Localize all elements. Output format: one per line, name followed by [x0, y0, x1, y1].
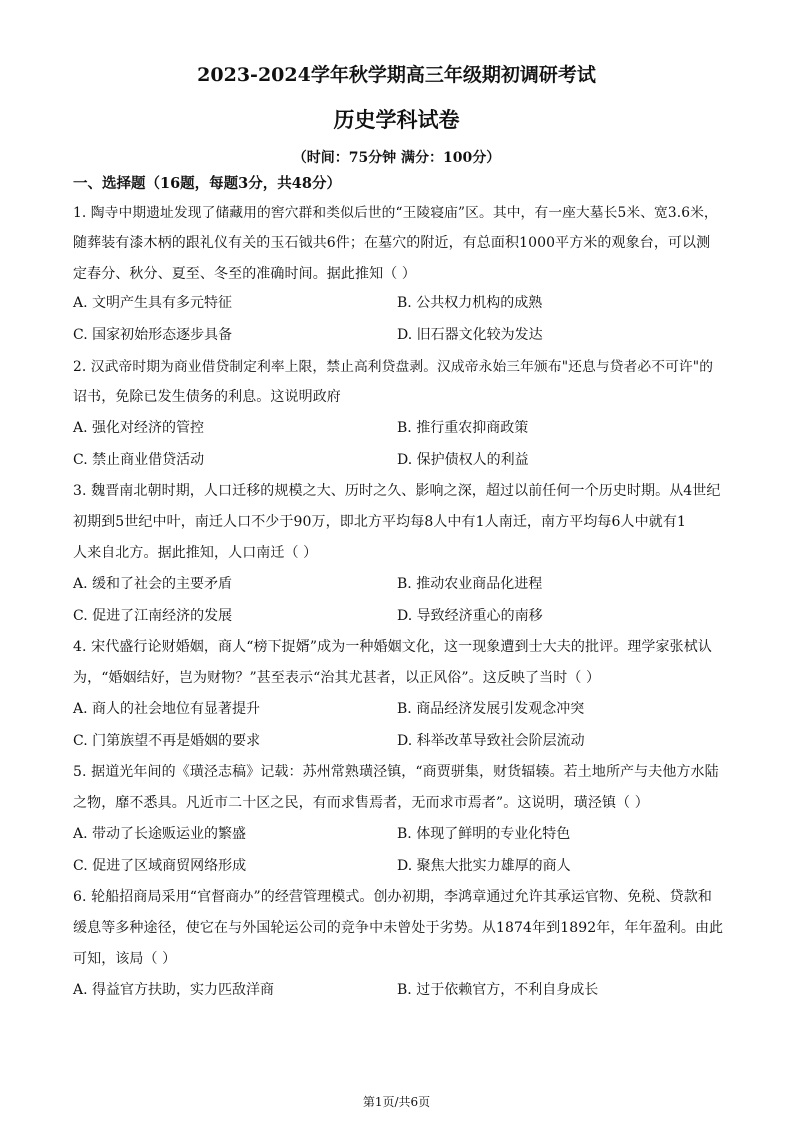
question-6-option-b[interactable]: B. 过于依赖官方，不利自身成长 [397, 982, 599, 998]
question-2-line-2: 诏书，免除已发生债务的利息。这说明政府 [73, 389, 341, 405]
question-1-line-1: 1. 陶寺中期遗址发现了储藏用的窖穴群和类似后世的“王陵寝庙”区。其中，有一座大墓长5米、宽3.6米， [73, 205, 718, 221]
question-3-line-2: 初期到5世纪中叶，南迁人口不少于90万，即北方平均每8人中有1人南迁，南方平均每6人中就有1 [73, 514, 686, 530]
question-5-line-2: 之物，靡不悉具。凡近市二十区之民，有而求售焉者，无而求市焉者”。这说明，璜泾镇（ ） [73, 795, 649, 811]
question-1-line-2: 随葬装有漆木柄的跟礼仪有关的玉石钺共6件；在墓穴的附近，有总面积1000平方米的观象台，可以测 [73, 235, 711, 251]
question-5-line-1: 5. 据道光年间的《璜泾志稿》记载：苏州常熟璜泾镇，“商贾骈集，财货辐辏。若土地所产与夫他方水陆 [73, 764, 719, 780]
question-5-option-b[interactable]: B. 体现了鲜明的专业化特色 [397, 826, 571, 842]
question-4-line-1: 4. 宋代盛行论财婚姻，商人“榜下捉婿”成为一种婚姻文化，这一现象遭到士大夫的批评。理学家张栻认 [73, 639, 712, 655]
section-heading: 一、选择题（16题，每题3分，共48分） [73, 175, 341, 192]
question-5-option-d[interactable]: D. 聚焦大批实力雄厚的商人 [397, 858, 571, 874]
question-3-option-d[interactable]: D. 导致经济重心的南移 [397, 608, 543, 624]
question-1-option-b[interactable]: B. 公共权力机构的成熟 [397, 295, 543, 311]
question-2-line-1: 2. 汉武帝时期为商业借贷制定利率上限，禁止高利贷盘剥。汉成帝永始三年颁布"还息与贷者必不可许"的 [73, 359, 714, 375]
question-3-option-c[interactable]: C. 促进了江南经济的发展 [73, 608, 233, 624]
question-5-option-a[interactable]: A. 带动了长途贩运业的繁盛 [73, 826, 247, 842]
question-4-option-c[interactable]: C. 门第族望不再是婚姻的要求 [73, 733, 261, 749]
question-2-option-d[interactable]: D. 保护债权人的利益 [397, 452, 529, 468]
question-3-line-1: 3. 魏晋南北朝时期，人口迁移的规模之大、历时之久、影响之深，超过以前任何一个历史时期。从4世纪 [73, 483, 721, 499]
question-6-line-1: 6. 轮船招商局采用“官督商办”的经营管理模式。创办初期，李鸿章通过允许其承运官物、免税、贷款和 [73, 889, 712, 905]
question-4-line-2: 为，“婚姻结好，岂为财物？”甚至表示“治其尤甚者，以正风俗”。这反映了当时（ ） [73, 670, 601, 686]
question-1-option-d[interactable]: D. 旧石器文化较为发达 [397, 327, 543, 343]
question-3-option-a[interactable]: A. 缓和了社会的主要矛盾 [73, 576, 233, 592]
question-5-option-c[interactable]: C. 促进了区域商贸网络形成 [73, 858, 247, 874]
question-2-option-a[interactable]: A. 强化对经济的管控 [73, 420, 205, 436]
question-4-option-a[interactable]: A. 商人的社会地位有显著提升 [73, 701, 261, 717]
question-6-line-3: 可知，该局（ ） [73, 951, 177, 967]
question-3-line-3: 人来自北方。据此推知，人口南迁（ ） [73, 545, 318, 561]
question-1-option-a[interactable]: A. 文明产生具有多元特征 [73, 295, 233, 311]
question-1-line-3: 定春分、秋分、夏至、冬至的准确时间。据此推知（ ） [73, 266, 416, 282]
question-6-option-a[interactable]: A. 得益官方扶助，实力匹敌洋商 [73, 982, 275, 998]
question-6-line-2: 缓息等多种途径，使它在与外国轮运公司的竞争中未曾处于劣势。从1874年到1892年，年年盈利。由此 [73, 920, 724, 936]
page-number: 第1页/共6页 [362, 1095, 431, 1109]
question-3-option-b[interactable]: B. 推动农业商品化进程 [397, 576, 543, 592]
question-4-option-b[interactable]: B. 商品经济发展引发观念冲突 [397, 701, 585, 717]
question-2-option-c[interactable]: C. 禁止商业借贷活动 [73, 452, 205, 468]
question-4-option-d[interactable]: D. 科举改革导致社会阶层流动 [397, 733, 585, 749]
time-score-info: （时间：75分钟 满分：100分） [292, 150, 501, 166]
exam-title: 2023-2024学年秋学期高三年级期初调研考试 [197, 64, 596, 86]
question-2-option-b[interactable]: B. 推行重农抑商政策 [397, 420, 529, 436]
question-1-option-c[interactable]: C. 国家初始形态逐步具备 [73, 327, 233, 343]
subject-title: 历史学科试卷 [333, 107, 460, 132]
